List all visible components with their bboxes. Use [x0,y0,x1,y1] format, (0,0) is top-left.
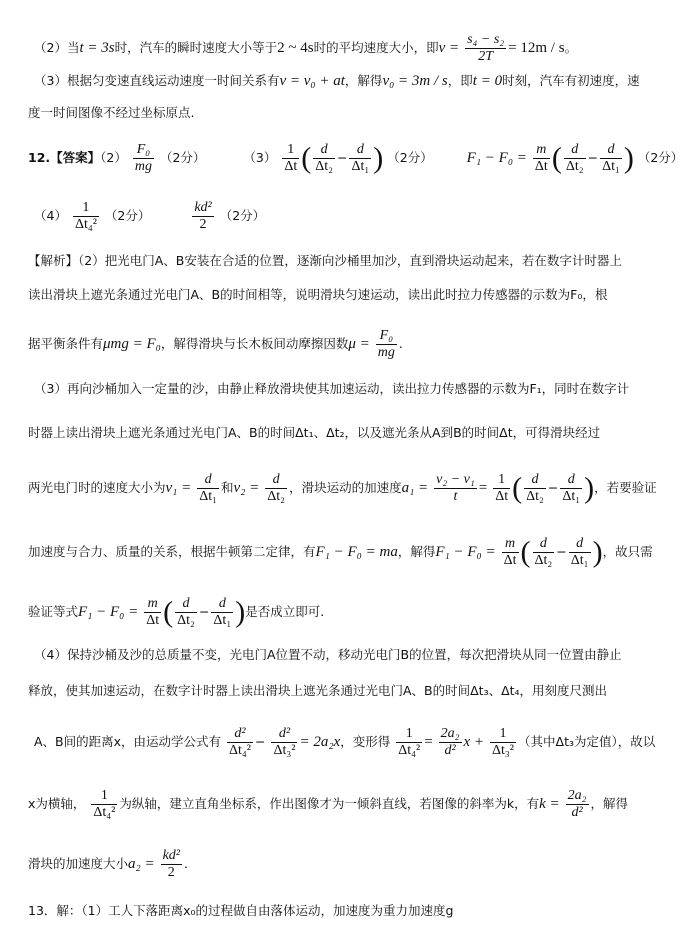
analysis-line: 滑块的加速度大小a₂ = $\frac{\text{kd²}}{2}$ . [28,848,188,880]
analysis-line: A、B间的距离x，由运动学公式有 $\frac{\text{d²}}{\text{Δt₄²}}$ − $\frac{\text{d²}}{\text{Δt₃²}}$ = 2a₂x，变形得 $\frac{1}{\text{Δt₄²}}$ = $\frac{\text{2a₂}}{\text{d²}}$ x + $\frac{1}{\text{Δt₃²}}$ （其中Δt₃为定值），故以 [34,726,656,758]
solution-line: 度一时间图像不经过坐标原点. [28,105,195,120]
analysis-line: 加速度与合力、质量的关系，根据牛顿第二定律，有F₁ − F₀ = ma，解得F₁ − F₀ = $\frac{m}{\Delta t}$ ( $\frac{d}{\text{Δt₂}}$ − $\frac{d}{\text{Δt₁}}$ )，故只需 [28,535,653,569]
analysis-line: （3）再向沙桶加入一定量的沙，由静止释放滑块使其加速运动，读出拉力传感器的示数为F₁，同时在数字计 [34,381,630,396]
answer-line: （4） $\frac{1}{\text{Δt₄²}}$ （2分） $\frac{\text{kd²}}{2}$ （2分） [34,200,266,232]
solution-line: （2）当t = 3s时，汽车的瞬时速度大小等于2 ~ 4s时的平均速度大小，即v = $\frac{\text{s₄ − s₂}}{2T}$ = 12m / s。 [34,32,578,64]
answer-line: 12.【答案】（2） $\frac{\text{F₀}}{mg}$ （2分） （3） $\frac{1}{\Delta t}$ ( $\frac{d}{\text{Δt₂}}$ − $\frac{d}{\text{Δt₁}}$ ) （2分） F₁ − F₀ = $\frac{m}{\Delta t}$ ( $\frac{d}{\text{Δt₂}}$ − $\frac{d}{\text{Δt₁}}$ ) （2分） [28,141,684,175]
solution-line: （3）根据匀变速直线运动速度一时间关系有v = v₀ + at，解得v₀ = 3m / s，即t = 0时刻，汽车有初速度，速 [34,73,640,89]
fraction: $\frac{\text{s₄ − s₂}}{2T}$ [467,32,505,64]
analysis-line: （4）保持沙桶及沙的总质量不变，光电门A位置不动，移动光电门B的位置，每次把滑块从同一位置由静止 [34,647,622,662]
analysis-line: 【解析】（2）把光电门A、B安装在合适的位置，逐渐向沙桶里加沙，直到滑块运动起来，若在数字计时器上 [28,253,622,268]
analysis-line: 读出滑块上遮光条通过光电门A、B的时间相等，说明滑块匀速运动，读出此时拉力传感器的示数为F₀，根 [28,287,608,302]
analysis-line: 验证等式F₁ − F₀ = $\frac{m}{\Delta t}$ ( $\frac{d}{\text{Δt₂}}$ − $\frac{d}{\text{Δt₁}}$ )是否成立即可. [28,595,325,629]
question-13-line: 13．解：（1）工人下落距离x₀的过程做自由落体运动，加速度为重力加速度g [28,903,454,918]
analysis-line: 两光电门时的速度大小为v₁ = $\frac{d}{\text{Δt₁}}$ 和v₂ = $\frac{d}{\text{Δt₂}}$ ，滑块运动的加速度a₁ = $\frac{\text{v₂ − v₁}}{t}$ = $\frac{1}{\Delta t}$ ( $\frac{d}{\text{Δt₂}}$ − $\frac{d}{\text{Δt₁}}$ )，若要验证 [28,471,657,505]
analysis-line: 释放，使其加速运动，在数字计时器上读出滑块上遮光条通过光电门A、B的时间Δt₃、Δt₄，用刻度尺测出 [28,683,608,698]
analysis-line: x为横轴， $\frac{1}{\text{Δt₄²}}$ 为纵轴，建立直角坐标系，作出图像才为一倾斜直线，若图像的斜率为k，有k = $\frac{\text{2a₂}}{\text{d²}}$ ，解得 [28,788,629,820]
analysis-line: 时器上读出滑块上遮光条通过光电门A、B的时间Δt₁、Δt₂，以及遮光条从A到B的时间Δt，可得滑块经过 [28,425,601,440]
analysis-line: 据平衡条件有μmg = F₀，解得滑块与长木板间动摩擦因数μ = $\frac{\text{F₀}}{mg}$ . [28,328,403,360]
